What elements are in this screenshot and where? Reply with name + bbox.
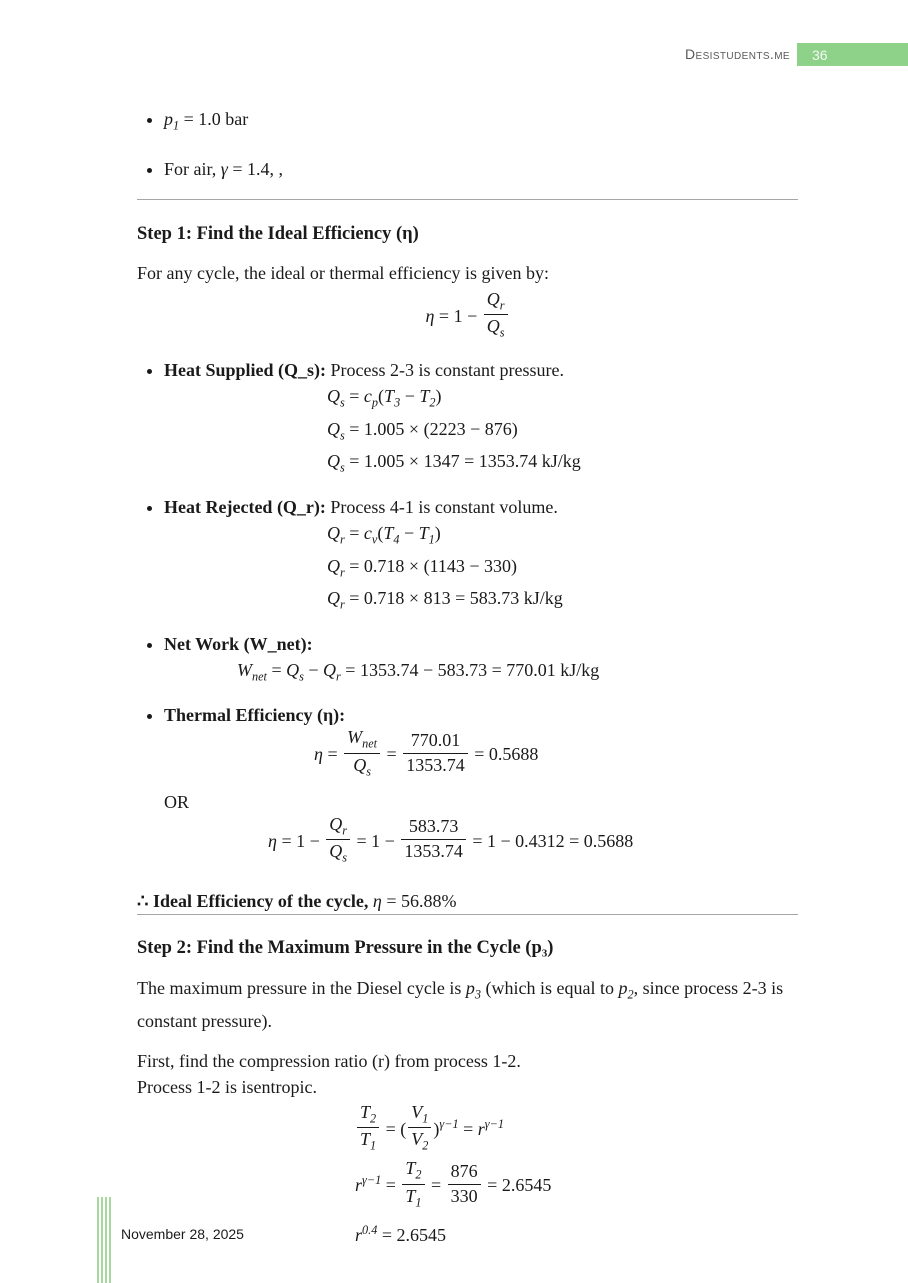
equation: $r^{0.4} = 2.6545$	[355, 1223, 446, 1245]
equation: η = $\frac{W_{net}}{Q_s}$ = $\frac{770.01}{1353.74}$ = 0.5688	[314, 727, 539, 779]
page-number: 36	[812, 46, 828, 63]
equation-group	[327, 383, 798, 481]
bullet-label: Heat Rejected (Q_r):	[164, 496, 326, 517]
list-item-heat-supplied	[164, 359, 798, 481]
equation: $Q_s = 1.005 \times 1347 = 1353.74$ kJ/kg	[327, 451, 581, 475]
equation: $Q_r = 0.718 \times 813 = 583.73$ kJ/kg	[327, 588, 563, 612]
bullet-text: Process 4-1 is constant volume.	[325, 496, 558, 517]
equation: $r^{\gamma-1}$ = $\frac{T_2}{T_1}$ = $\frac{876}{330}$ = 2.6545	[355, 1158, 552, 1210]
equation-group	[237, 657, 798, 690]
bullet-line	[164, 704, 798, 726]
equation: $Q_s = c_p(T_3 - T_2)$	[327, 386, 442, 410]
list-item-heat-rejected	[164, 496, 798, 618]
equation-group	[268, 813, 798, 870]
footer-stripe	[105, 1197, 107, 1283]
conclusion-bold: ∴ Ideal Efficiency of the cycle,	[137, 891, 373, 912]
step1-conclusion	[137, 888, 798, 914]
footer-stripe	[109, 1197, 111, 1283]
conclusion-value: η = 56.88%	[372, 891, 457, 912]
list-item-net-work	[164, 633, 798, 690]
list-item	[164, 156, 798, 182]
bullet-line	[164, 496, 798, 518]
bullet-line	[164, 359, 798, 381]
given-data-list	[137, 106, 798, 182]
equation: $Q_r = c_v(T_4 - T_1)$	[327, 522, 441, 547]
footer-stripe	[101, 1197, 103, 1283]
bullet-label: Heat Supplied (Q_s):	[164, 360, 327, 381]
bullet-label: Thermal Efficiency (η):	[164, 705, 346, 726]
document-body	[137, 0, 798, 1248]
paragraph-line: Process 1-2 is isentropic.	[137, 1076, 317, 1097]
footer-stripe	[97, 1197, 99, 1283]
section-divider	[137, 199, 798, 200]
list-item	[164, 106, 798, 139]
site-name: Desistudents.me	[684, 46, 790, 62]
given-pressure: $p_1 = 1.0$ bar	[164, 109, 249, 133]
step2-paragraph-2	[137, 1048, 798, 1100]
equation-group	[355, 1101, 798, 1248]
equation: η = 1 − $\frac{Q_r}{Q_s}$ = 1 − $\frac{583.73}{1353.74}$ = 1 − 0.4312 = 0.5688	[268, 813, 634, 865]
footer-decoration	[97, 1197, 111, 1283]
step2-paragraph-1: The maximum pressure in the Diesel cycle is $p_3$ (which is equal to $p_2$, since process 2-3 is constant pressure).	[137, 978, 784, 1031]
equation: $Q_r = 0.718 \times (1143 - 330)$	[327, 555, 518, 580]
equation: $Q_s = 1.005 \times (2223 - 876)$	[327, 418, 518, 443]
list-item-thermal-efficiency	[164, 704, 798, 869]
equation: $\frac{T_2}{T_1}$ = ( $\frac{V_1}{V_2}$ )$^{\gamma-1} = r^{\gamma-1}$	[355, 1104, 798, 1158]
given-gamma: For air, γ = 1.4, ,	[164, 158, 284, 179]
step1-intro: For any cycle, the ideal or thermal efficiency is given by:	[137, 262, 550, 283]
equation-group	[327, 520, 798, 618]
step1-heading: Step 1: Find the Ideal Efficiency (η)	[137, 223, 419, 244]
or-label: OR	[164, 791, 190, 812]
bullet-line	[164, 633, 798, 655]
footer-date: November 28, 2025	[121, 1226, 244, 1242]
step2-heading: Step 2: Find the Maximum Pressure in the Cycle (p₃)	[137, 938, 554, 959]
equation-efficiency-definition: η = 1 − $\frac{Q_r}{Q_s}$	[137, 291, 798, 345]
calculation-list	[137, 359, 798, 869]
page-number-badge	[797, 43, 908, 66]
bullet-text: Process 2-3 is constant pressure.	[326, 360, 564, 381]
equation: $W_{net} = Q_s - Q_r = 1353.74 - 583.73 = 770.01$ kJ/kg	[237, 659, 600, 684]
bullet-label: Net Work (W_net):	[164, 633, 313, 654]
equation-group	[314, 729, 798, 783]
paragraph-line: First, find the compression ratio (r) from process 1-2.	[137, 1050, 521, 1071]
section-divider	[137, 914, 798, 915]
